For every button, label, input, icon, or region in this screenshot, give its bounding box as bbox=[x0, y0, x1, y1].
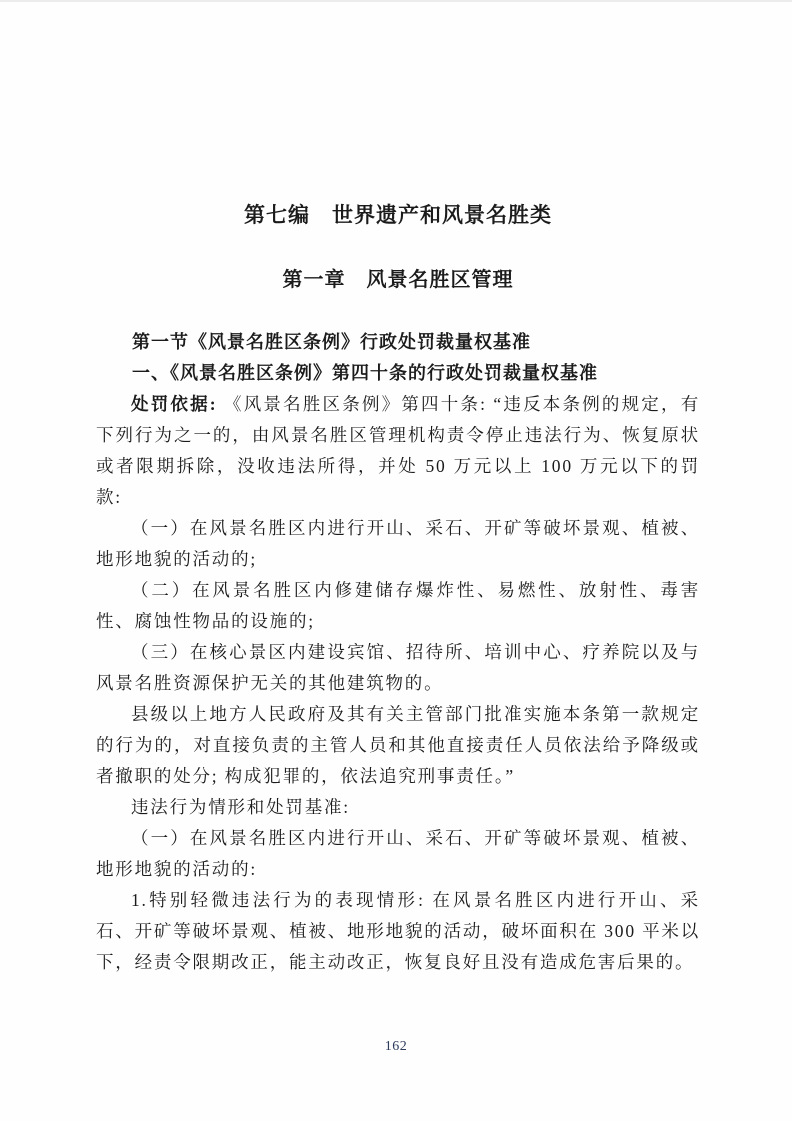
paragraph-violation-1 bbox=[96, 823, 700, 885]
paragraph-standards-intro bbox=[96, 792, 700, 823]
section-heading: 第一节《风景名胜区条例》行政处罚裁量权基准 bbox=[132, 332, 531, 352]
paragraph-text: 1.特别轻微违法行为的表现情形: 在风景名胜区内进行开山、采石、开矿等破坏景观、植被、地形地貌的活动，破坏面积在 300 平米以下，经责令限期改正，能主动改正，恢复良好且没有造成危害后果的。 bbox=[96, 890, 700, 972]
paragraph-penalty-basis bbox=[96, 389, 700, 513]
page-number: 162 bbox=[384, 1039, 408, 1054]
paragraph-text: （一）在风景名胜区内进行开山、采石、开矿等破坏景观、植被、地形地貌的活动的; bbox=[96, 518, 700, 569]
paragraph-minor-violation bbox=[96, 885, 700, 978]
paragraph-text: 《风景名胜区条例》第四十条: “违反本条例的规定，有下列行为之一的，由风景名胜区管理机构责令停止违法行为、恢复原状或者限期拆除，没收违法所得，并处 50 万元以上 100 万元以下的罚款: bbox=[96, 394, 701, 507]
paragraph-text: 县级以上地方人民政府及其有关主管部门批准实施本条第一款规定的行为的，对直接负责的主管人员和其他直接责任人员依法给予降级或者撤职的处分; 构成犯罪的，依法追究刑事责任。” bbox=[96, 704, 700, 786]
page-content bbox=[96, 0, 700, 978]
paragraph-item-1 bbox=[96, 513, 700, 575]
part-title: 第七编 世界遗产和风景名胜类 bbox=[244, 204, 552, 227]
body-text bbox=[96, 389, 700, 978]
paragraph-text: （一）在风景名胜区内进行开山、采石、开矿等破坏景观、植被、地形地貌的活动的: bbox=[96, 828, 700, 879]
chapter-title: 第一章 风景名胜区管理 bbox=[282, 269, 514, 291]
paragraph-text: （三）在核心景区内建设宾馆、招待所、培训中心、疗养院以及与风景名胜资源保护无关的其他建筑物的。 bbox=[96, 642, 700, 693]
paragraph-text: （二）在风景名胜区内修建储存爆炸性、易燃性、放射性、毒害性、腐蚀性物品的设施的; bbox=[96, 580, 700, 631]
paragraph-text: 违法行为情形和处罚基准: bbox=[131, 797, 350, 817]
paragraph-item-3 bbox=[96, 637, 700, 699]
item-heading: 一、《风景名胜区条例》第四十条的行政处罚裁量权基准 bbox=[132, 363, 598, 383]
paragraph-liability bbox=[96, 699, 700, 792]
paragraph-lead: 处罚依据: bbox=[131, 394, 218, 414]
paragraph-item-2 bbox=[96, 575, 700, 637]
